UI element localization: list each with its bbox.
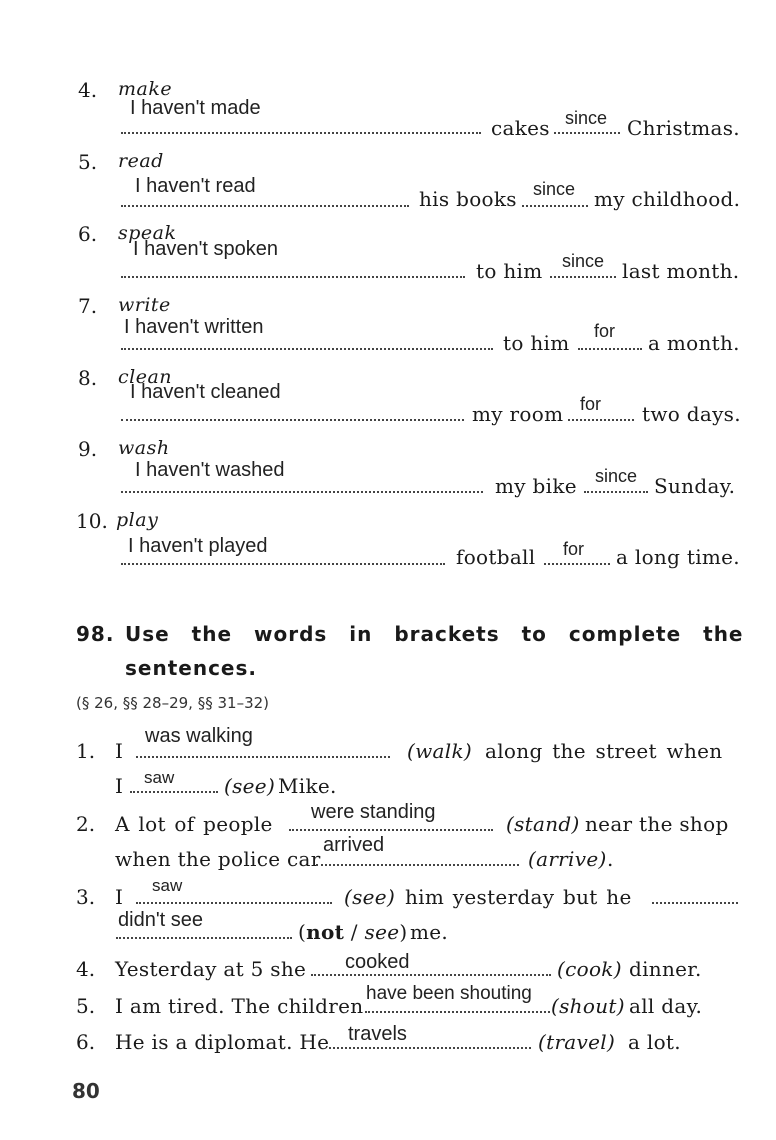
handwritten-answer: I haven't spoken (133, 238, 279, 260)
sentence-text: cakes (491, 116, 550, 140)
item-number: 4. (76, 957, 96, 981)
handwritten-preposition: since (562, 251, 605, 271)
sentence-text: I (115, 885, 124, 909)
sentence-text: Mike. (278, 774, 337, 798)
answer-blank (652, 902, 738, 904)
sentence-text: dinner. (629, 957, 702, 981)
verb-hint-slash: / (344, 920, 365, 944)
sentence-text: . (607, 847, 614, 871)
answer-blank (121, 132, 481, 134)
item-verb: clean (118, 366, 173, 388)
grammar-references: (§ 26, §§ 28–29, §§ 31–32) (76, 694, 270, 712)
item-number: 9. (78, 437, 98, 461)
item-number: 6. (76, 1030, 96, 1054)
answer-blank (121, 419, 464, 421)
sentence-text: a month. (648, 331, 740, 355)
verb-hint: (not / see) (298, 920, 408, 944)
handwritten-answer: I haven't played (128, 535, 268, 557)
sentence-text: Yesterday at 5 she (115, 957, 307, 981)
preposition-blank (522, 205, 588, 207)
preposition-blank (550, 276, 616, 278)
item-number: 2. (76, 812, 96, 836)
preposition-blank (568, 419, 634, 421)
verb-hint: (stand) (506, 812, 580, 836)
answer-blank (121, 491, 483, 493)
item-number: 5. (76, 994, 96, 1018)
answer-blank (121, 563, 445, 565)
exercise-number: 98. (76, 622, 115, 646)
item-number: 1. (76, 739, 96, 763)
answer-blank (329, 1047, 531, 1049)
answer-blank (316, 864, 519, 866)
handwritten-answer: I haven't cleaned (130, 381, 281, 403)
sentence-text: last month. (622, 259, 740, 283)
item-number: 5. (78, 150, 98, 174)
handwritten-preposition: for (580, 394, 602, 414)
verb-hint: (see) (224, 774, 276, 798)
handwritten-answer: was walking (145, 725, 253, 747)
handwritten-answer: were standing (311, 801, 436, 823)
handwritten-preposition: since (565, 108, 608, 128)
answer-blank (121, 276, 465, 278)
verb-hint: (cook) (557, 957, 622, 981)
item-number: 3. (76, 885, 96, 909)
sentence-text: a long time. (616, 545, 740, 569)
preposition-blank (578, 348, 642, 350)
sentence-text: I (115, 739, 124, 763)
verb-hint-not: not (306, 920, 345, 944)
sentence-text: football (456, 545, 536, 569)
verb-hint: (shout) (551, 994, 625, 1018)
page-number: 80 (72, 1079, 100, 1103)
handwritten-answer: I haven't written (124, 316, 264, 338)
handwritten-answer: didn't see (118, 909, 203, 931)
sentence-text: I am tired. The children (115, 994, 364, 1018)
handwritten-answer: cooked (345, 951, 410, 973)
item-number: 6. (78, 222, 98, 246)
answer-blank (136, 902, 332, 904)
handwritten-answer: I haven't made (130, 97, 261, 119)
item-verb: play (116, 509, 159, 531)
sentence-text: A lot of people (115, 812, 273, 836)
sentence-text: him yesterday but he (405, 885, 632, 909)
sentence-text: a lot. (628, 1030, 681, 1054)
handwritten-answer: saw (152, 876, 183, 895)
handwritten-preposition: for (594, 321, 616, 341)
preposition-blank (554, 132, 620, 134)
item-verb: wash (118, 437, 170, 459)
verb-hint: (arrive) (528, 847, 607, 871)
sentence-text: I (115, 774, 124, 798)
item-number: 8. (78, 366, 98, 390)
sentence-text: all day. (629, 994, 703, 1018)
preposition-blank (544, 563, 610, 565)
sentence-text: my room (472, 402, 564, 426)
item-number: 10. (76, 509, 108, 533)
verb-hint: (walk) (407, 739, 472, 763)
sentence-text: my bike (495, 474, 577, 498)
sentence-text: when the police car (115, 847, 321, 871)
answer-blank (121, 348, 493, 350)
item-verb: make (118, 78, 173, 100)
handwritten-preposition: since (533, 179, 576, 199)
handwritten-preposition: for (563, 539, 585, 559)
handwritten-answer: have been shouting (366, 983, 532, 1004)
exercise-title: Use the words in brackets to complete the (125, 622, 744, 646)
sentence-text: Christmas. (627, 116, 740, 140)
answer-blank (130, 791, 218, 793)
verb-hint-see: see (364, 920, 400, 944)
item-verb: write (118, 294, 171, 316)
handwritten-answer: arrived (323, 834, 385, 856)
exercise-title-continued: sentences. (125, 656, 257, 680)
item-verb: read (118, 150, 164, 172)
sentence-text: my childhood. (594, 187, 741, 211)
handwritten-answer: I haven't washed (135, 459, 285, 481)
answer-blank (121, 205, 409, 207)
answer-blank (116, 937, 292, 939)
sentence-text: Sunday. (654, 474, 736, 498)
answer-blank (365, 1011, 550, 1013)
handwritten-preposition: since (595, 466, 638, 486)
sentence-text: near the shop (585, 812, 729, 836)
item-verb: speak (118, 222, 177, 244)
handwritten-answer: travels (348, 1023, 407, 1045)
sentence-text: to him (476, 259, 543, 283)
sentence-text: his books (419, 187, 517, 211)
preposition-blank (584, 491, 648, 493)
answer-blank (289, 829, 493, 831)
sentence-text: me. (410, 920, 449, 944)
sentence-text: along the street when (485, 739, 723, 763)
sentence-text: He is a diplomat. He (115, 1030, 330, 1054)
answer-blank (311, 974, 551, 976)
answer-blank (136, 756, 390, 758)
item-number: 7. (78, 294, 98, 318)
verb-hint: (see) (344, 885, 396, 909)
verb-hint: (travel) (538, 1030, 616, 1054)
handwritten-answer: saw (144, 768, 175, 787)
handwritten-answer: I haven't read (135, 175, 256, 197)
item-number: 4. (78, 78, 98, 102)
sentence-text: two days. (642, 402, 741, 426)
sentence-text: to him (503, 331, 570, 355)
